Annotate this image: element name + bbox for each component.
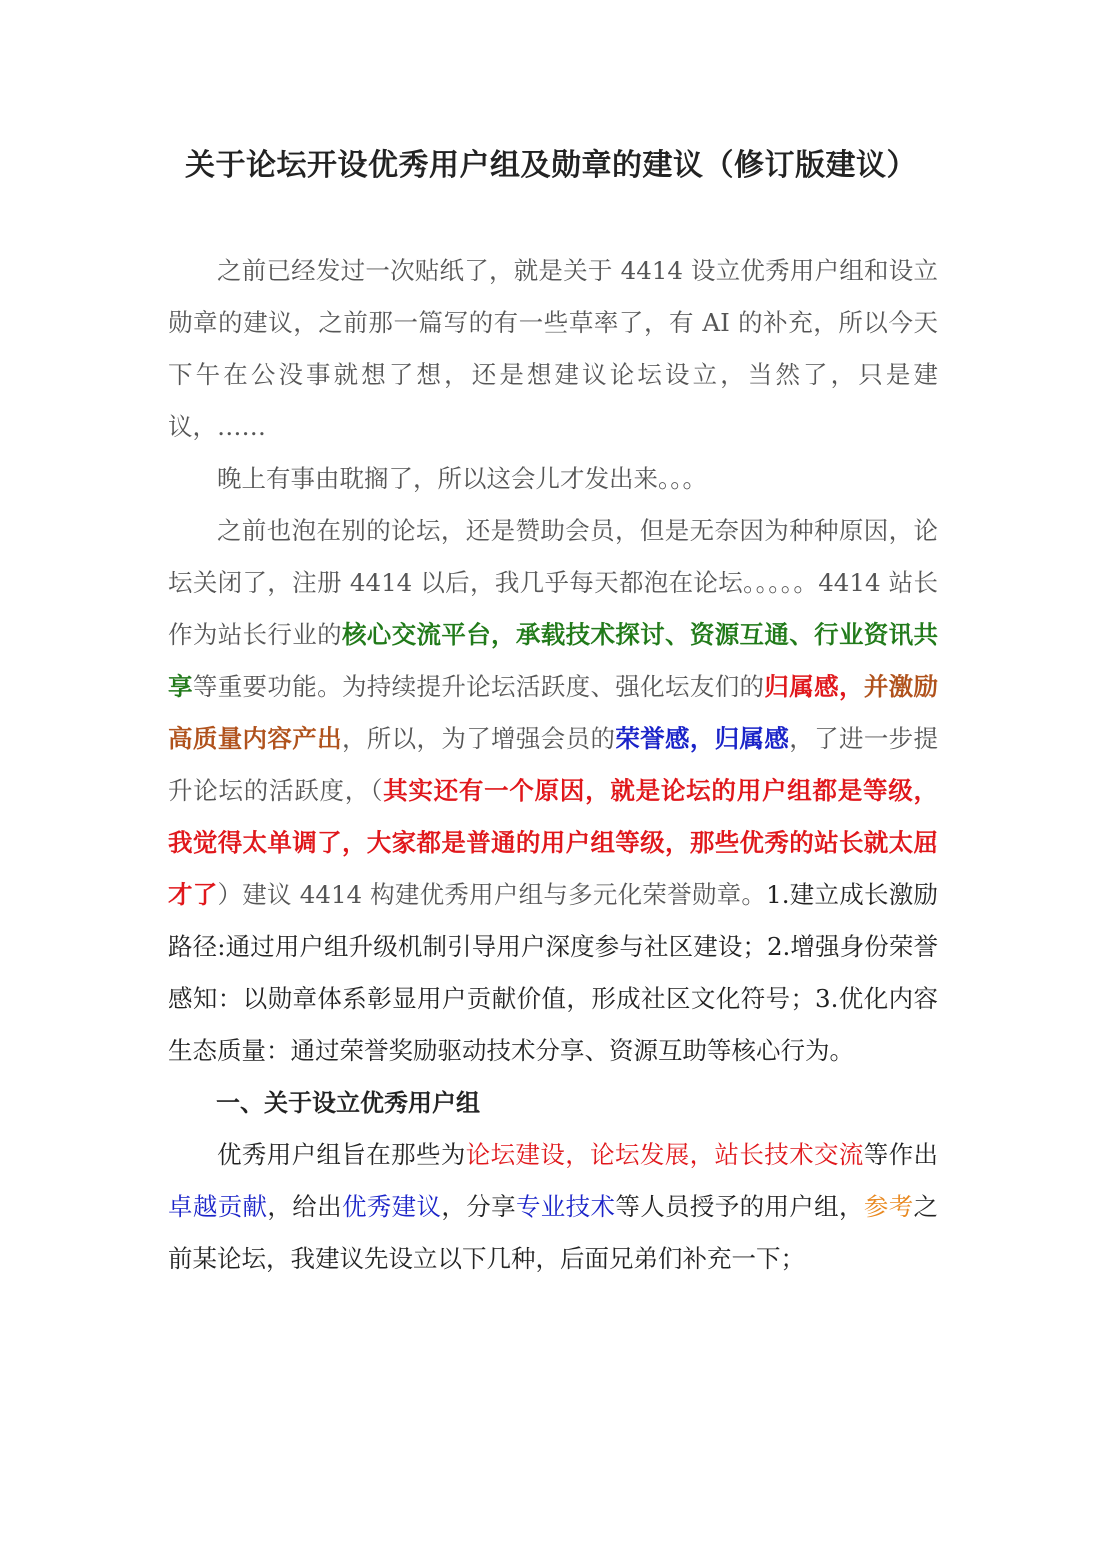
text-goals: 1.建立成长激励路径:通过用户组升级机制引导用户深度参与社区建设；2.增强身份荣誉感知：以勋章体系彰显用户贡献价值，形成社区文化符号；3.优化内容生态质量：通过荣誉奖励驱动技术分享、资源互助等核心行为。	[168, 880, 939, 1065]
highlight-belonging: 归属感，	[764, 672, 864, 701]
highlight-platform: 核心交流平台，承载技术探讨、资源互通、行业资讯共享	[168, 620, 939, 701]
paragraph-background	[168, 505, 938, 1077]
text-segment: 之前某论坛，我建议先设立以下几种，后面兄弟们补充一下；	[168, 1192, 939, 1273]
text-segment: ，了进一步提升论坛的活跃度，（	[168, 724, 939, 805]
document-title: 关于论坛开设优秀用户组及勋章的建议（修订版建议）	[185, 148, 917, 183]
highlight-content: 并激励高质量内容产出	[168, 672, 939, 753]
text-segment: ）建议 4414 构建优秀用户组与多元化荣誉勋章。	[217, 880, 767, 909]
text-segment: ，分享	[441, 1192, 516, 1221]
text-segment: 之前也泡在别的论坛，还是赞助会员，但是无奈因为种种原因，论坛关闭了，注册 4414 以后，我几乎每天都泡在论坛。。。。。4414 站长作为站长行业的	[168, 516, 938, 649]
text-segment: 等重要功能。为持续提升论坛活跃度、强化坛友们的	[192, 672, 765, 701]
text-segment: ，所以，为了增强会员的	[341, 724, 616, 753]
text-segment: ，给出	[267, 1192, 342, 1221]
paragraph-delay: 晚上有事由耽搁了，所以这会儿才发出来。。。	[217, 464, 707, 493]
paragraph-user-group	[168, 1129, 938, 1285]
highlight-reference: 参考	[863, 1192, 914, 1221]
highlight-honor: 荣誉感，归属感	[615, 724, 790, 753]
text-segment: 等作出	[863, 1140, 938, 1169]
text-segment: 优秀用户组旨在那些为	[217, 1140, 466, 1169]
document-body	[168, 245, 938, 1285]
section-heading: 一、关于设立优秀用户组	[216, 1089, 480, 1117]
highlight-skill: 专业技术	[515, 1192, 616, 1221]
text-segment: 等人员授予的用户组，	[615, 1192, 864, 1221]
highlight-contribution: 卓越贡献	[168, 1192, 268, 1221]
highlight-forum-building: 论坛建设，论坛发展，站长技术交流	[465, 1140, 864, 1169]
paragraph-intro: 之前已经发过一次贴纸了，就是关于 4414 设立优秀用户组和设立勋章的建议，之前那一篇写的有一些草率了，有 AI 的补充，所以今天下午在公没事就想了想，还是想建议论坛设立，当然了，只是建议，……	[168, 256, 938, 441]
highlight-reason: 其实还有一个原因，就是论坛的用户组都是等级，我觉得太单调了，大家都是普通的用户组等级，那些优秀的站长就太屈才了	[168, 776, 939, 909]
highlight-suggestion: 优秀建议	[341, 1192, 442, 1221]
